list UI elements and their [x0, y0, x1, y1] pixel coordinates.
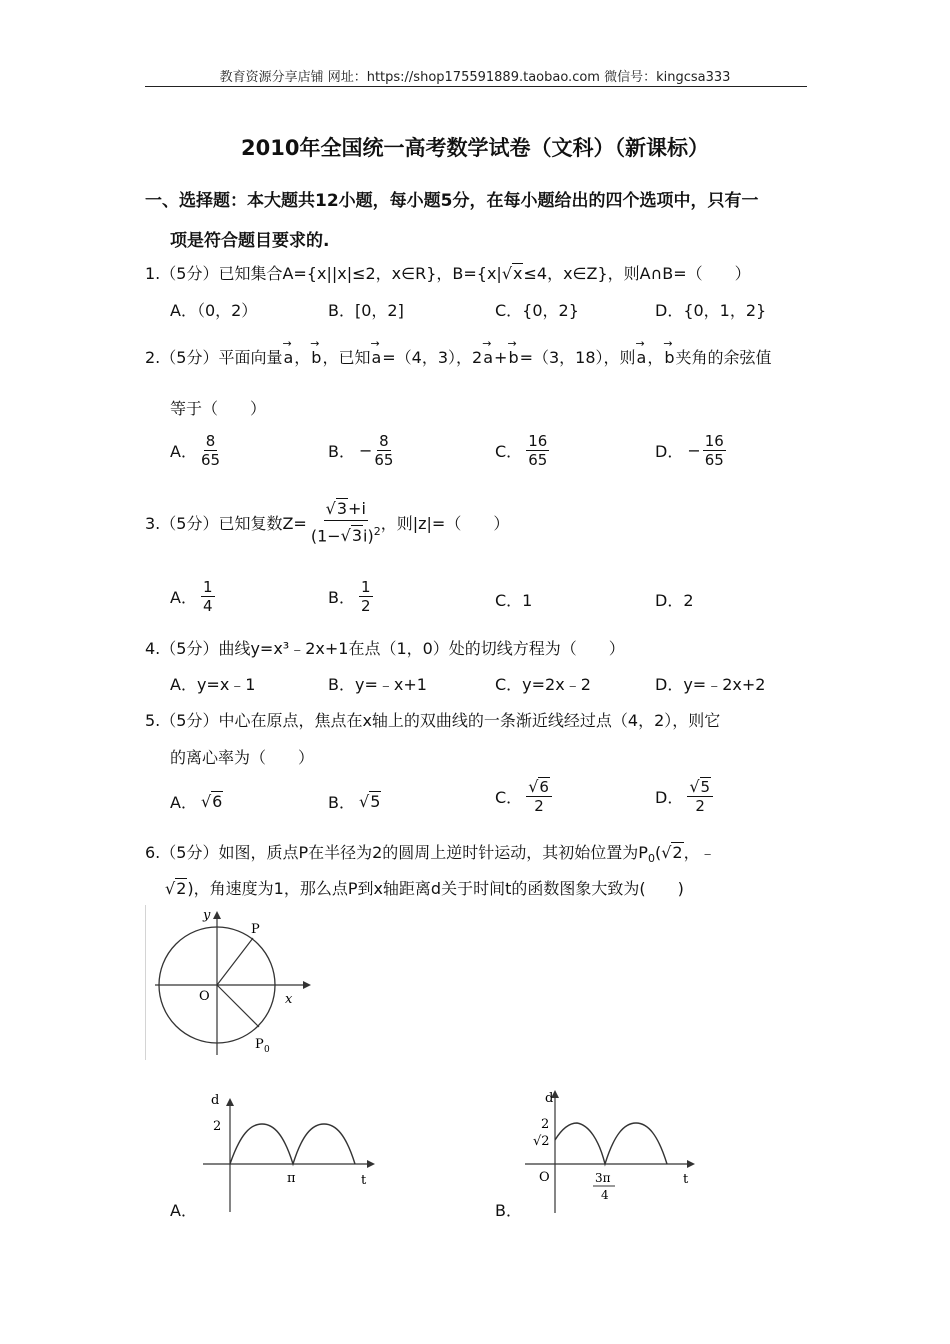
q3-a-fraction	[201, 578, 215, 615]
label-x: x	[285, 992, 293, 1007]
q3-sqrt-3-body: 3	[336, 499, 348, 518]
vector-b: → b	[311, 348, 321, 367]
vector-a-2: → a	[371, 348, 381, 367]
question-5-line-1: 5.（5分）中心在原点，焦点在x轴上的双曲线的一条渐近线经过点（4，2），则它	[145, 711, 721, 730]
vector-b-3: → b	[664, 348, 674, 367]
graph-b-curve	[555, 1123, 667, 1164]
section-heading-line2: 项是符合题目要求的.	[170, 231, 330, 251]
q6-line2b: )，角速度为1，那么点P到x轴距离d关于时间t的函数图象大致为( )	[187, 879, 684, 898]
q2-option-d[interactable]	[655, 432, 726, 469]
q5-option-c[interactable]	[495, 778, 552, 815]
q3-b-fraction	[359, 578, 373, 615]
graph-a	[195, 1090, 385, 1220]
q5-b-sqrt: √5	[358, 792, 381, 811]
q6-sqrt-2b-body: 2	[176, 879, 187, 898]
graph-a-curve	[230, 1124, 355, 1164]
q3-option-c-text: C．1	[495, 591, 533, 610]
q2-text-1: 2.（5分）平面向量	[145, 348, 283, 367]
graph-b-label-2: 2	[541, 1117, 550, 1132]
q3-fraction	[311, 498, 381, 547]
sqrt-x: √x	[501, 264, 523, 283]
label-p: P	[251, 922, 260, 937]
circle-figure	[145, 905, 315, 1065]
question-6-line-1	[145, 840, 716, 865]
q4-option-a-text: A．y=x﹣1	[170, 675, 256, 694]
q2-b-den: 65	[374, 451, 394, 469]
graph-b-label-rt2: √2	[533, 1134, 550, 1149]
graph-a-label-d: d	[211, 1093, 220, 1108]
q3-option-b-label: B．	[328, 588, 355, 607]
q1-option-a[interactable]	[170, 298, 257, 321]
q5-option-d[interactable]	[655, 778, 713, 815]
graph-b-label-4: 4	[601, 1188, 609, 1202]
q3-option-a-label: A．	[170, 588, 197, 607]
radius-p0	[217, 985, 259, 1027]
q2-d-den: 65	[704, 451, 724, 469]
question-2	[145, 345, 772, 368]
q2-a-den: 65	[200, 451, 221, 469]
q3-option-d-text: D．2	[655, 591, 694, 610]
graph-b-rt2-value: 2	[541, 1134, 550, 1149]
q5-option-a[interactable]	[170, 790, 223, 813]
q2-d-minus: −	[687, 441, 701, 460]
q5-c-num	[526, 778, 552, 797]
q3-b-num: 1	[360, 578, 371, 596]
q3-den-a: (1−	[310, 526, 341, 546]
q3-option-a[interactable]	[170, 578, 215, 615]
q5-option-a-label: A．	[170, 793, 197, 812]
graph-b-label-t: t	[683, 1172, 689, 1187]
label-origin: O	[199, 989, 210, 1004]
graph-b-label-d: d	[545, 1091, 554, 1106]
q2-b-num: 8	[379, 432, 389, 450]
vector-a-3: → a	[483, 348, 493, 367]
q5-a-sqrt: √6	[200, 792, 223, 811]
q2-option-b[interactable]	[328, 432, 393, 469]
q6-line1a: 6.（5分）如图，质点P在半径为2的圆周上逆时针运动，其初始位置为P	[145, 843, 648, 862]
q5-d-den: 2	[695, 797, 705, 815]
graph-a-label-t: t	[361, 1173, 367, 1188]
q3-a-den: 4	[202, 597, 213, 615]
q4-option-a[interactable]	[170, 672, 255, 695]
q3-stem-b: ，则|z|=（ ）	[380, 514, 510, 534]
q5-a-sqrt-body: 6	[212, 792, 223, 811]
graph-b	[525, 1085, 715, 1220]
q2-option-a[interactable]	[170, 432, 220, 469]
q2-text-6: 夹角的余弦值	[675, 348, 772, 367]
q3-den-b: i)	[363, 526, 374, 546]
q5-option-d-label: D．	[655, 788, 684, 807]
q2-plus: +	[494, 348, 508, 367]
q2-c-den: 65	[528, 451, 548, 469]
q5-b-sqrt-body: 5	[370, 792, 381, 811]
q2-text-5: =（3，18），则	[519, 348, 636, 367]
label-p0-sub: 0	[264, 1045, 270, 1055]
graph-a-d-arrow	[226, 1098, 234, 1106]
question-4: 4.（5分）曲线y=x³﹣2x+1在点（1，0）处的切线方程为（ ）	[145, 639, 625, 658]
q6-option-b-label: B．	[495, 1201, 522, 1220]
vector-a: → a	[283, 348, 293, 367]
graph-a-label-2: 2	[213, 1119, 222, 1134]
q6-sub0: 0	[647, 852, 655, 866]
graph-b-label-3pi: 3π	[595, 1171, 611, 1185]
graph-a-label-pi: π	[287, 1171, 296, 1186]
q2-option-c-label: C．	[495, 442, 523, 461]
q2-option-b-label: B．	[328, 442, 355, 461]
q6-line1b: (	[654, 843, 662, 862]
q6-line1c: ，﹣	[683, 843, 716, 862]
q5-d-num	[687, 778, 713, 797]
question-3	[145, 498, 509, 547]
q4-option-d[interactable]	[655, 672, 765, 695]
q3-num-rest: +i	[348, 499, 366, 518]
q1-option-b-text: B．[0，2]	[328, 301, 404, 320]
question-5-line-2: 的离心率为（ ）	[170, 748, 315, 767]
q3-option-b[interactable]	[328, 578, 373, 615]
y-axis-arrow	[213, 911, 221, 919]
q5-d-sqrt: √5	[689, 777, 711, 796]
q1-option-d[interactable]	[655, 298, 766, 321]
vector-b-2: → b	[508, 348, 518, 367]
q4-option-c[interactable]	[495, 672, 591, 695]
q2-option-d-fraction	[703, 432, 726, 469]
q3-den-sqrt-body: 3	[351, 526, 363, 546]
q1-option-c-text: C．{0，2}	[495, 301, 579, 320]
q2-d-num: 16	[704, 432, 724, 450]
q4-option-b-text: B．y=﹣x+1	[328, 675, 427, 694]
page-title: 2010年全国统一高考数学试卷（文科）（新课标）	[241, 136, 709, 160]
q5-d-sqrt-body: 5	[700, 778, 711, 796]
q2-option-a-fraction	[201, 432, 220, 469]
q2-option-c[interactable]	[495, 432, 549, 469]
q4-option-b[interactable]	[328, 672, 427, 695]
q3-numerator	[324, 498, 368, 521]
q5-c-den: 2	[534, 797, 544, 815]
q2-a-num: 8	[205, 432, 216, 450]
vector-a-4: → a	[637, 348, 647, 367]
q2-option-d-label: D．	[655, 442, 684, 461]
graph-b-label-o: O	[539, 1170, 550, 1185]
graph-b-t-arrow	[687, 1160, 695, 1168]
q2-comma-2: ，	[647, 348, 664, 367]
q3-denominator	[311, 521, 381, 547]
question-1	[145, 261, 751, 284]
q3-den-sqrt: √3	[340, 526, 363, 546]
graph-a-t-arrow	[367, 1160, 375, 1168]
q1-option-a-text: A．（0，2）	[170, 301, 258, 320]
q5-option-b[interactable]	[328, 790, 381, 813]
q4-option-d-text: D．y=﹣2x+2	[655, 675, 766, 694]
header-rule	[145, 86, 807, 87]
q1-stem-b: ≤4，x∈Z}，则A∩B=（ ）	[523, 264, 751, 283]
q2-c-num: 16	[528, 432, 548, 450]
q3-option-c[interactable]	[495, 588, 532, 611]
q6-sqrt-2b: √2	[165, 879, 187, 898]
q2-line-2: 等于（ ）	[170, 399, 267, 418]
q6-sqrt-2-body: 2	[672, 843, 683, 862]
q2-comma: ，	[294, 348, 311, 367]
radius-p	[217, 938, 253, 985]
q6-option-a-label: A．	[170, 1201, 197, 1220]
label-p0: P	[255, 1037, 264, 1052]
q5-c-sqrt: √6	[528, 777, 549, 796]
q1-option-b[interactable]	[328, 298, 404, 321]
q5-c-fraction	[526, 778, 552, 815]
q2-text-2: ，已知	[322, 348, 371, 367]
q3-den-exp: 2	[373, 525, 381, 538]
q5-option-b-label: B．	[328, 793, 355, 812]
sqrt-x-body: x	[513, 264, 523, 283]
q3-stem-a: 3.（5分）已知复数Z=	[145, 514, 307, 534]
x-axis-arrow	[303, 981, 311, 989]
q5-d-fraction	[687, 778, 713, 815]
q3-a-num: 1	[202, 578, 213, 596]
q5-c-sqrt-body: 6	[539, 778, 549, 796]
q2-option-c-fraction	[526, 432, 549, 469]
page-header: 教育资源分享店铺 网址：https://shop175591889.taobao.com 微信号：kingcsa333	[219, 70, 731, 85]
q3-sqrt-3: √3	[325, 499, 348, 518]
q2-b-minus: −	[358, 441, 373, 460]
q3-b-den: 2	[360, 597, 371, 615]
q3-option-d[interactable]	[655, 588, 694, 611]
q1-option-d-text: D．{0，1，2}	[655, 301, 767, 320]
q6-option-a[interactable]	[170, 1198, 197, 1221]
label-y: y	[203, 908, 211, 923]
q6-option-b[interactable]	[495, 1198, 522, 1221]
q1-option-c[interactable]	[495, 298, 579, 321]
question-6-line-2	[165, 876, 684, 899]
q5-option-c-label: C．	[495, 788, 523, 807]
q2-option-b-fraction	[374, 432, 393, 469]
q1-stem-a: 1.（5分）已知集合A={x||x|≤2，x∈R}，B={x|	[145, 264, 502, 283]
q2-text-3: =（4，3），2	[382, 348, 483, 367]
q6-sqrt-2: √2	[661, 843, 683, 862]
q4-option-c-text: C．y=2x﹣2	[495, 675, 591, 694]
q2-option-a-label: A．	[170, 442, 197, 461]
section-heading-line1: 一、选择题：本大题共12小题，每小题5分，在每小题给出的四个选项中，只有一	[145, 191, 759, 211]
